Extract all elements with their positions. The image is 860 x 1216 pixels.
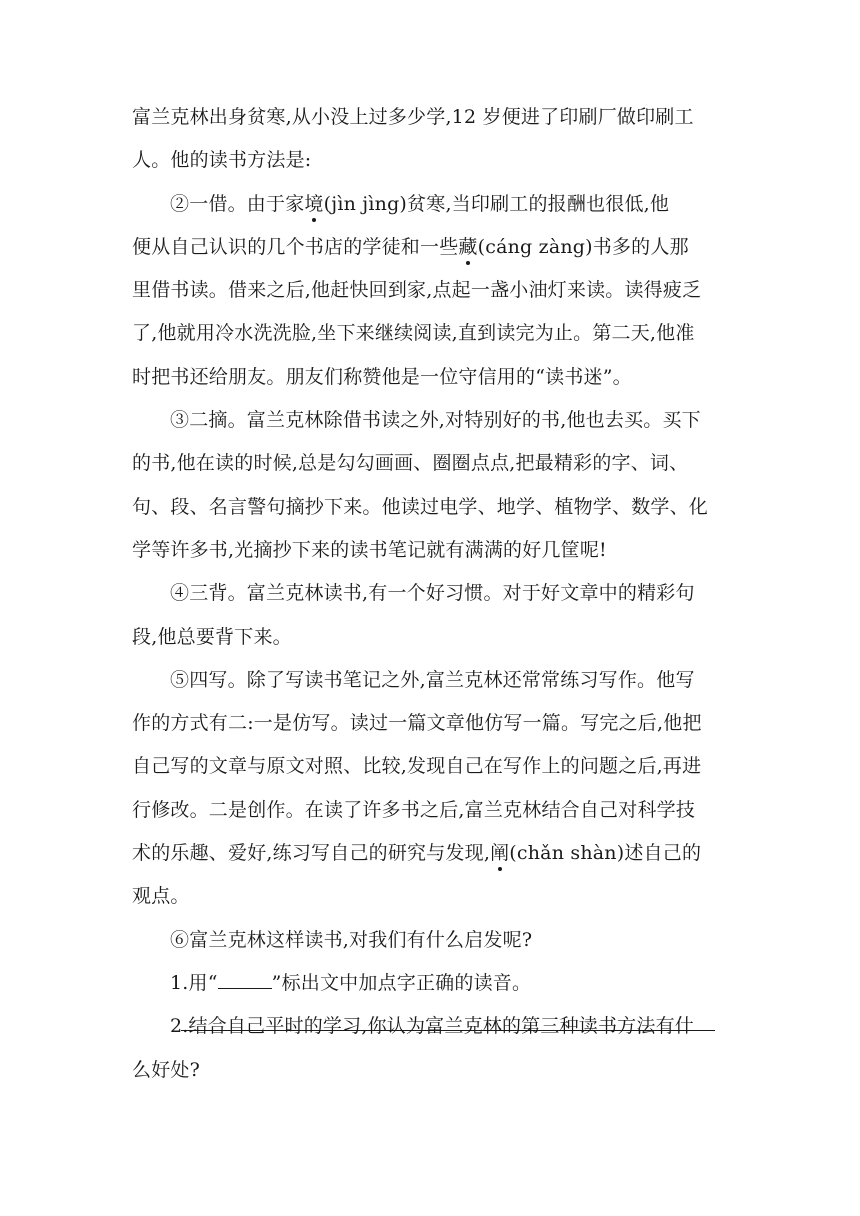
paragraph-borrow-line-1: ②一借。由于家境(jìn jìng)贫寒,当印刷工的报酬也很低,他	[132, 183, 732, 226]
dotted-char-jing: 境	[304, 183, 323, 226]
answer-line[interactable]	[181, 1030, 715, 1031]
document-body	[132, 96, 732, 1092]
paragraph-borrow-line-3: 里借书读。借来之后,他赶快回到家,点起一盏小油灯来读。读得疲乏	[132, 279, 702, 302]
paragraph-write-line-3: 自己写的文章与原文对照、比较,发现自己在写作上的问题之后,再进	[132, 755, 702, 778]
paragraph-write-line-6: 观点。	[132, 885, 190, 908]
paragraph-borrow-line-5: 时把书还给朋友。朋友们称赞他是一位守信用的“读书迷”。	[132, 365, 632, 388]
paragraph-write-line-4: 行修改。二是创作。在读了许多书之后,富兰克林结合自己对科学技	[132, 798, 696, 821]
paragraph-excerpt-line-2: 的书,他在读的时候,总是勾勾画画、圈圈点点,把最精彩的字、词、	[132, 452, 689, 475]
paragraph-intro-line-2: 人。他的读书方法是:	[132, 149, 312, 172]
question-2-line-1: 2.结合自己平时的学习,你认为富兰克林的第三种读书方法有什	[170, 1015, 694, 1038]
paragraph-intro-line-1: 富兰克林出身贫寒,从小没上过多少学,12 岁便进了印刷厂做印刷工	[132, 106, 694, 128]
paragraph-write-line-1: ⑤四写。除了写读书笔记之外,富兰克林还常常练习写作。他写	[170, 668, 695, 691]
question-1: 1.用“ ”标出文中加点字正确的读音。	[132, 962, 732, 1005]
paragraph-write-line-5: 术的乐趣、爱好,练习写自己的研究与发现,阐(chǎn shàn)述自己的	[132, 832, 732, 875]
paragraph-borrow-line-4: 了,他就用冷水洗洗脸,坐下来继续阅读,直到读完为止。第二天,他准	[132, 322, 695, 345]
blank-underline	[218, 966, 272, 989]
question-2-line-2: 么好处?	[132, 1058, 200, 1081]
paragraph-question-line: ⑥富兰克林这样读书,对我们有什么启发呢?	[170, 928, 533, 951]
paragraph-excerpt-line-1: ③二摘。富兰克林除借书读之外,对特别好的书,他也去买。买下	[170, 409, 701, 432]
paragraph-excerpt-line-3: 句、段、名言警句摘抄下来。他读过电学、地学、植物学、数学、化	[132, 495, 709, 518]
paragraph-recite-line-1: ④三背。富兰克林读书,有一个好习惯。对于好文章中的精彩句	[170, 582, 695, 605]
paragraph-write-line-2: 作的方式有二:一是仿写。读过一篇文章他仿写一篇。写完之后,他把	[132, 712, 702, 735]
paragraph-recite-line-2: 段,他总要背下来。	[132, 625, 292, 648]
dotted-char-cang: 藏	[458, 226, 477, 269]
paragraph-excerpt-line-4: 学等许多书,光摘抄下来的读书笔记就有满满的好几筐呢!	[132, 538, 607, 561]
dotted-char-chan: 阐	[490, 832, 509, 875]
paragraph-borrow-line-2: 便从自己认识的几个书店的学徒和一些藏(cáng zàng)书多的人那	[132, 226, 732, 269]
